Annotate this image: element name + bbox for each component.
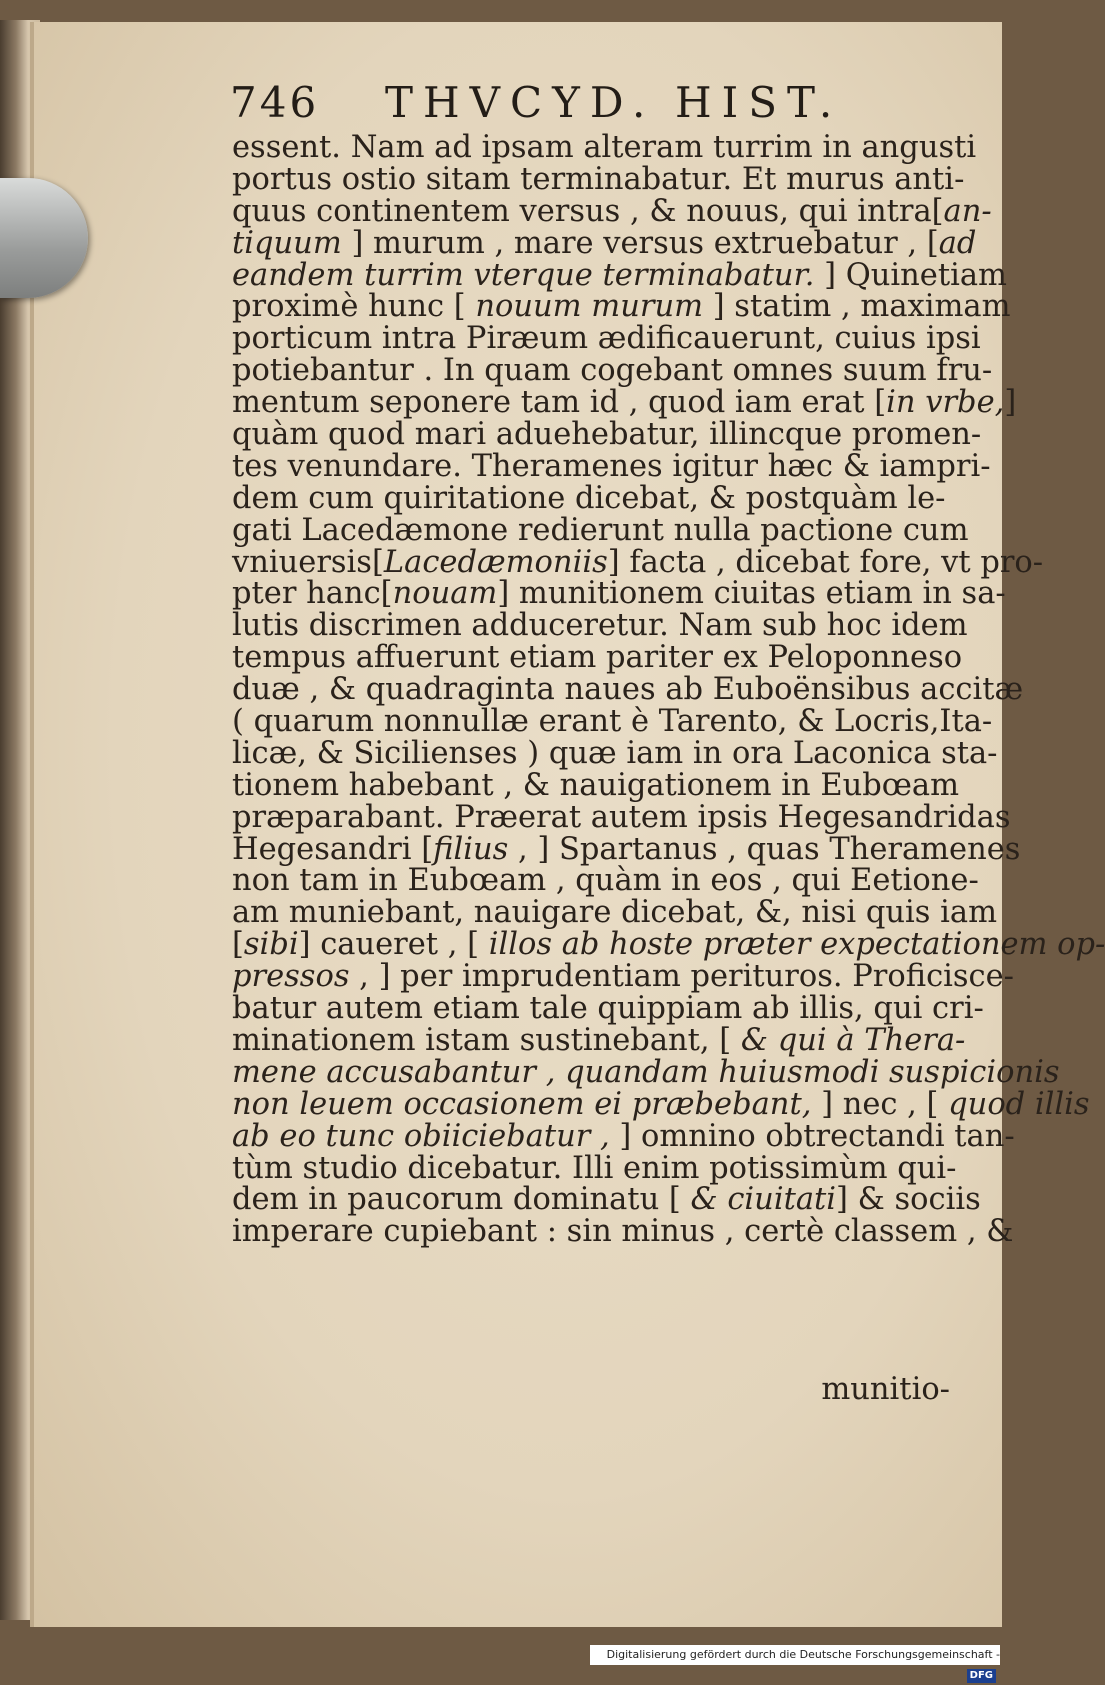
text-line — [232, 544, 1044, 580]
text-line — [232, 767, 960, 803]
text-line — [232, 863, 979, 899]
running-header — [230, 70, 930, 130]
text-line — [232, 672, 1024, 708]
text-segment: am muniebant, nauigare dicebat, &, nisi quis iam — [232, 895, 998, 931]
italic-segment: pressos — [232, 959, 350, 995]
italic-segment: & ciuitati — [690, 1182, 837, 1218]
italic-segment: mene accusabantur , quandam huiusmodi suspicionis — [232, 1054, 1060, 1090]
footer-text: Digitalisierung gefördert durch die Deutsche Forschungsgemeinschaft - — [606, 1648, 1000, 1661]
text-line — [232, 799, 1011, 835]
italic-segment: nouum murum — [475, 289, 704, 325]
header-title-left: THVCYD. — [385, 78, 656, 127]
text-segment: gati Lacedæmone redierunt nulla pactione cum — [232, 512, 969, 548]
text-segment: portus ostio sitam terminabatur. Et murus anti- — [232, 161, 965, 197]
text-line — [232, 895, 998, 931]
text-line — [232, 1214, 1014, 1250]
header-title-right: HIST. — [675, 78, 843, 127]
italic-segment: ad — [938, 225, 977, 261]
text-segment: præparabant. Præerat autem ipsis Hegesandridas — [232, 799, 1011, 835]
text-segment: , ] Spartanus , quas Theramenes — [508, 831, 1021, 867]
text-line — [232, 448, 991, 484]
italic-segment: quod illis — [948, 1086, 1090, 1122]
text-segment: , ] per imprudentiam perituros. Proficisce- — [349, 959, 1014, 995]
italic-segment: nouam — [392, 576, 498, 612]
text-segment: tùm studio dicebatur. Illi enim potissimùm qui- — [232, 1150, 957, 1186]
text-segment: dem cum quiritatione dicebat, & postquàm le- — [232, 480, 946, 516]
text-segment: quus continentem versus , & nouus, qui intra[ — [232, 193, 944, 229]
text-line — [232, 927, 1105, 963]
text-segment: ] — [1004, 385, 1017, 421]
text-segment: proximè hunc [ — [232, 289, 476, 325]
text-segment: ] caueret , [ — [298, 927, 489, 963]
page-number: 746 — [230, 78, 320, 127]
text-line — [232, 831, 1021, 867]
italic-segment: eandem turrim vterque terminabatur. — [232, 257, 815, 293]
text-segment: ] munitionem ciuitas etiam in sa- — [497, 576, 1006, 612]
text-line — [232, 417, 982, 453]
text-segment: ] murum , mare versus extruebatur , [ — [341, 225, 939, 261]
text-line — [232, 959, 1014, 995]
text-segment: quàm quod mari aduehebatur, illincque promen- — [232, 417, 982, 453]
text-line — [232, 1150, 957, 1186]
text-segment: tionem habebant , & nauigationem in Eubœam — [232, 767, 960, 803]
text-line — [232, 161, 965, 197]
text-line — [232, 640, 963, 676]
text-segment: non tam in Eubœam , quàm in eos , qui Eetione- — [232, 863, 979, 899]
text-line — [232, 576, 1006, 612]
text-segment: porticum intra Piræum ædificauerunt, cuius ipsi — [232, 321, 981, 357]
text-segment: essent. Nam ad ipsam alteram turrim in angusti — [232, 130, 977, 165]
text-segment: tempus affuerunt etiam pariter ex Peloponneso — [232, 640, 963, 676]
text-line — [232, 1182, 981, 1218]
text-segment: duæ , & quadraginta naues ab Euboënsibus accitæ — [232, 672, 1024, 708]
text-segment: vniuersis[ — [232, 544, 384, 580]
text-segment: ] omnino obtrectandi tan- — [609, 1118, 1015, 1154]
text-line — [232, 289, 1011, 325]
italic-segment: an- — [943, 193, 992, 229]
text-segment: pter hanc[ — [232, 576, 393, 612]
text-segment: ] & sociis — [836, 1182, 981, 1218]
text-segment: imperare cupiebant : sin minus , certè classem , & — [232, 1214, 1014, 1250]
text-line — [232, 353, 993, 389]
text-line — [232, 735, 998, 771]
text-line — [232, 991, 984, 1027]
text-line — [232, 321, 981, 357]
italic-segment: ab eo tunc obiiciebatur , — [232, 1118, 610, 1154]
text-segment: ] Quinetiam — [814, 257, 1007, 293]
dfg-logo: DFG — [967, 1669, 996, 1683]
digitization-footer — [590, 1645, 1000, 1681]
text-segment: minationem istam sustinebant, [ — [232, 1022, 741, 1058]
text-segment: Hegesandri [ — [232, 831, 434, 867]
catchword: munitio- — [821, 1372, 950, 1407]
text-segment: mentum seponere tam id , quod iam erat [ — [232, 385, 887, 421]
text-line — [232, 704, 993, 740]
text-line — [232, 385, 1017, 421]
text-line — [232, 608, 968, 644]
text-segment: ] facta , dicebat fore, vt pro- — [607, 544, 1044, 580]
text-line — [232, 1022, 966, 1058]
text-segment: tes venundare. Theramenes igitur hæc & iampri- — [232, 448, 991, 484]
text-line — [232, 130, 977, 165]
text-line — [232, 480, 952, 516]
italic-segment: non leuem occasionem ei præbebant, — [232, 1086, 812, 1122]
text-segment: batur autem etiam tale quippiam ab illis, qui cri- — [232, 991, 984, 1027]
text-line — [232, 1054, 1060, 1090]
italic-segment: sibi — [243, 927, 299, 963]
italic-segment: Lacedæmoniis — [383, 544, 608, 580]
text-line — [232, 512, 969, 548]
italic-segment: illos ab hoste præter expectationem op- — [488, 927, 1105, 963]
text-segment: lutis discrimen adduceretur. Nam sub hoc idem — [232, 608, 968, 644]
text-segment: licæ, & Sicilienses ) quæ iam in ora Laconica sta- — [232, 735, 998, 771]
text-line — [232, 225, 977, 261]
italic-segment: in vrbe, — [886, 385, 1005, 421]
text-line — [232, 1118, 1015, 1154]
text-line — [232, 193, 992, 229]
text-segment: [ — [232, 927, 244, 963]
text-line — [232, 1086, 1090, 1122]
text-segment: ] statim , maximam — [703, 289, 1011, 325]
text-segment: potiebantur . In quam cogebant omnes suum fru- — [232, 353, 993, 389]
italic-segment: tiquum — [232, 225, 342, 261]
text-segment: ] nec , [ — [811, 1086, 949, 1122]
text-segment: dem in paucorum dominatu [ — [232, 1182, 691, 1218]
text-segment: ( quarum nonnullæ erant è Tarento, & Locris,Ita- — [232, 704, 993, 740]
text-line — [232, 257, 1007, 293]
body-text — [232, 130, 1105, 1250]
italic-segment: filius — [433, 831, 509, 867]
italic-segment: & qui à Thera- — [740, 1022, 966, 1058]
